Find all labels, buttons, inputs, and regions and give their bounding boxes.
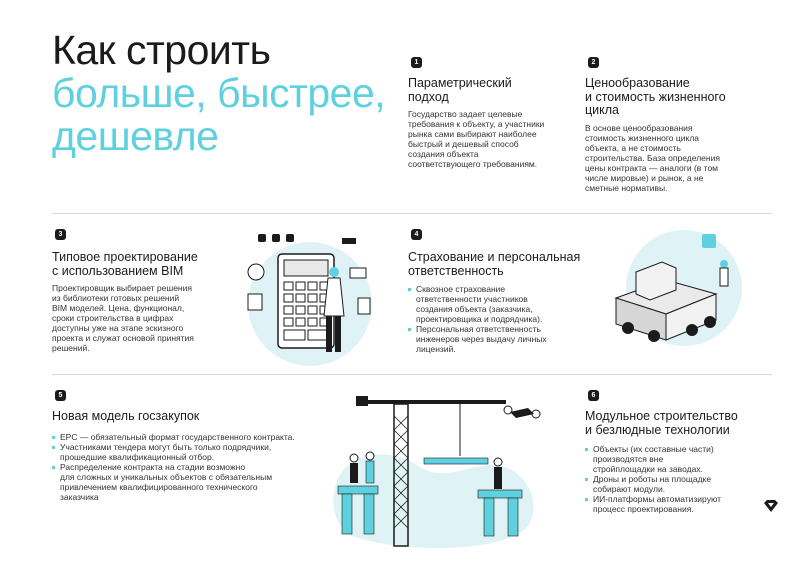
divider-1 xyxy=(52,213,772,214)
section-3-heading: Типовое проектирование с использованием BIM xyxy=(52,250,198,278)
section-5-bullets xyxy=(52,432,295,502)
section-3-number: 3 xyxy=(55,229,66,240)
corner-logo-icon xyxy=(764,500,778,512)
list-item: Распределение контракта на стадии возможно для сложных и уникальных объектов с обязательным привлечением квалифицированного технического заказчика xyxy=(52,462,295,502)
trucks-illustration xyxy=(606,228,746,352)
section-1-body: Государство задает целевые требования к объекту, а участники рынка сами выбирают наиболее быстрый и дешевый способ создания объекта соответствующего требованиям. xyxy=(408,109,545,169)
list-item: Сквозное страхование ответственности участников создания объекта (заказчика, проектировщика и подрядчика). xyxy=(408,284,547,324)
section-6-heading: Модульное строительство и безлюдные технологии xyxy=(585,409,738,437)
section-2-body: В основе ценообразования стоимость жизненного цикла объекта, а не стоимость строительства. База определения цены контракта — аналоги (в том числе мировые) и рынок, а не сметные нормативы. xyxy=(585,123,720,193)
section-5-number: 5 xyxy=(55,390,66,401)
section-6-number: 6 xyxy=(588,390,599,401)
list-item: Персональная ответственность инженеров через выдачу личных лицензий. xyxy=(408,324,547,354)
section-2-number: 2 xyxy=(588,57,599,68)
list-item: Дроны и роботы на площадке собирают модули. xyxy=(585,474,721,494)
page-title-line2: больше, быстрее, xyxy=(52,70,386,116)
section-1-number: 1 xyxy=(411,57,422,68)
section-4-bullets xyxy=(408,284,547,354)
divider-2 xyxy=(52,374,772,375)
section-6-bullets xyxy=(585,444,721,514)
section-1-heading: Параметрический подход xyxy=(408,76,512,104)
construction-site-illustration xyxy=(328,386,558,546)
page-title-line3: дешевле xyxy=(52,113,219,159)
list-item: Участниками тендера могут быть только подрядчики, прошедшие квалификационный отбор. xyxy=(52,442,295,462)
list-item: Объекты (их составные части) производятся вне стройплощадки на заводах. xyxy=(585,444,721,474)
section-2-heading: Ценообразование и стоимость жизненного цикла xyxy=(585,76,726,117)
section-5-heading: Новая модель госзакупок xyxy=(52,409,200,423)
list-item: EPC — обязательный формат государственного контракта. xyxy=(52,432,295,442)
list-item: ИИ-платформы автоматизируют процесс проектирования. xyxy=(585,494,721,514)
calculator-engineer-illustration xyxy=(238,228,378,368)
section-4-heading: Страхование и персональная ответственность xyxy=(408,250,581,278)
section-4-number: 4 xyxy=(411,229,422,240)
section-3-body: Проектировщик выбирает решения из библиотеки готовых решений BIM моделей. Цена, функционал, сроки строительства в цифрах доступны уже на этапе эскизного проекта и служат основой принятия решений. xyxy=(52,283,194,353)
page-title-line1: Как строить xyxy=(52,27,271,73)
